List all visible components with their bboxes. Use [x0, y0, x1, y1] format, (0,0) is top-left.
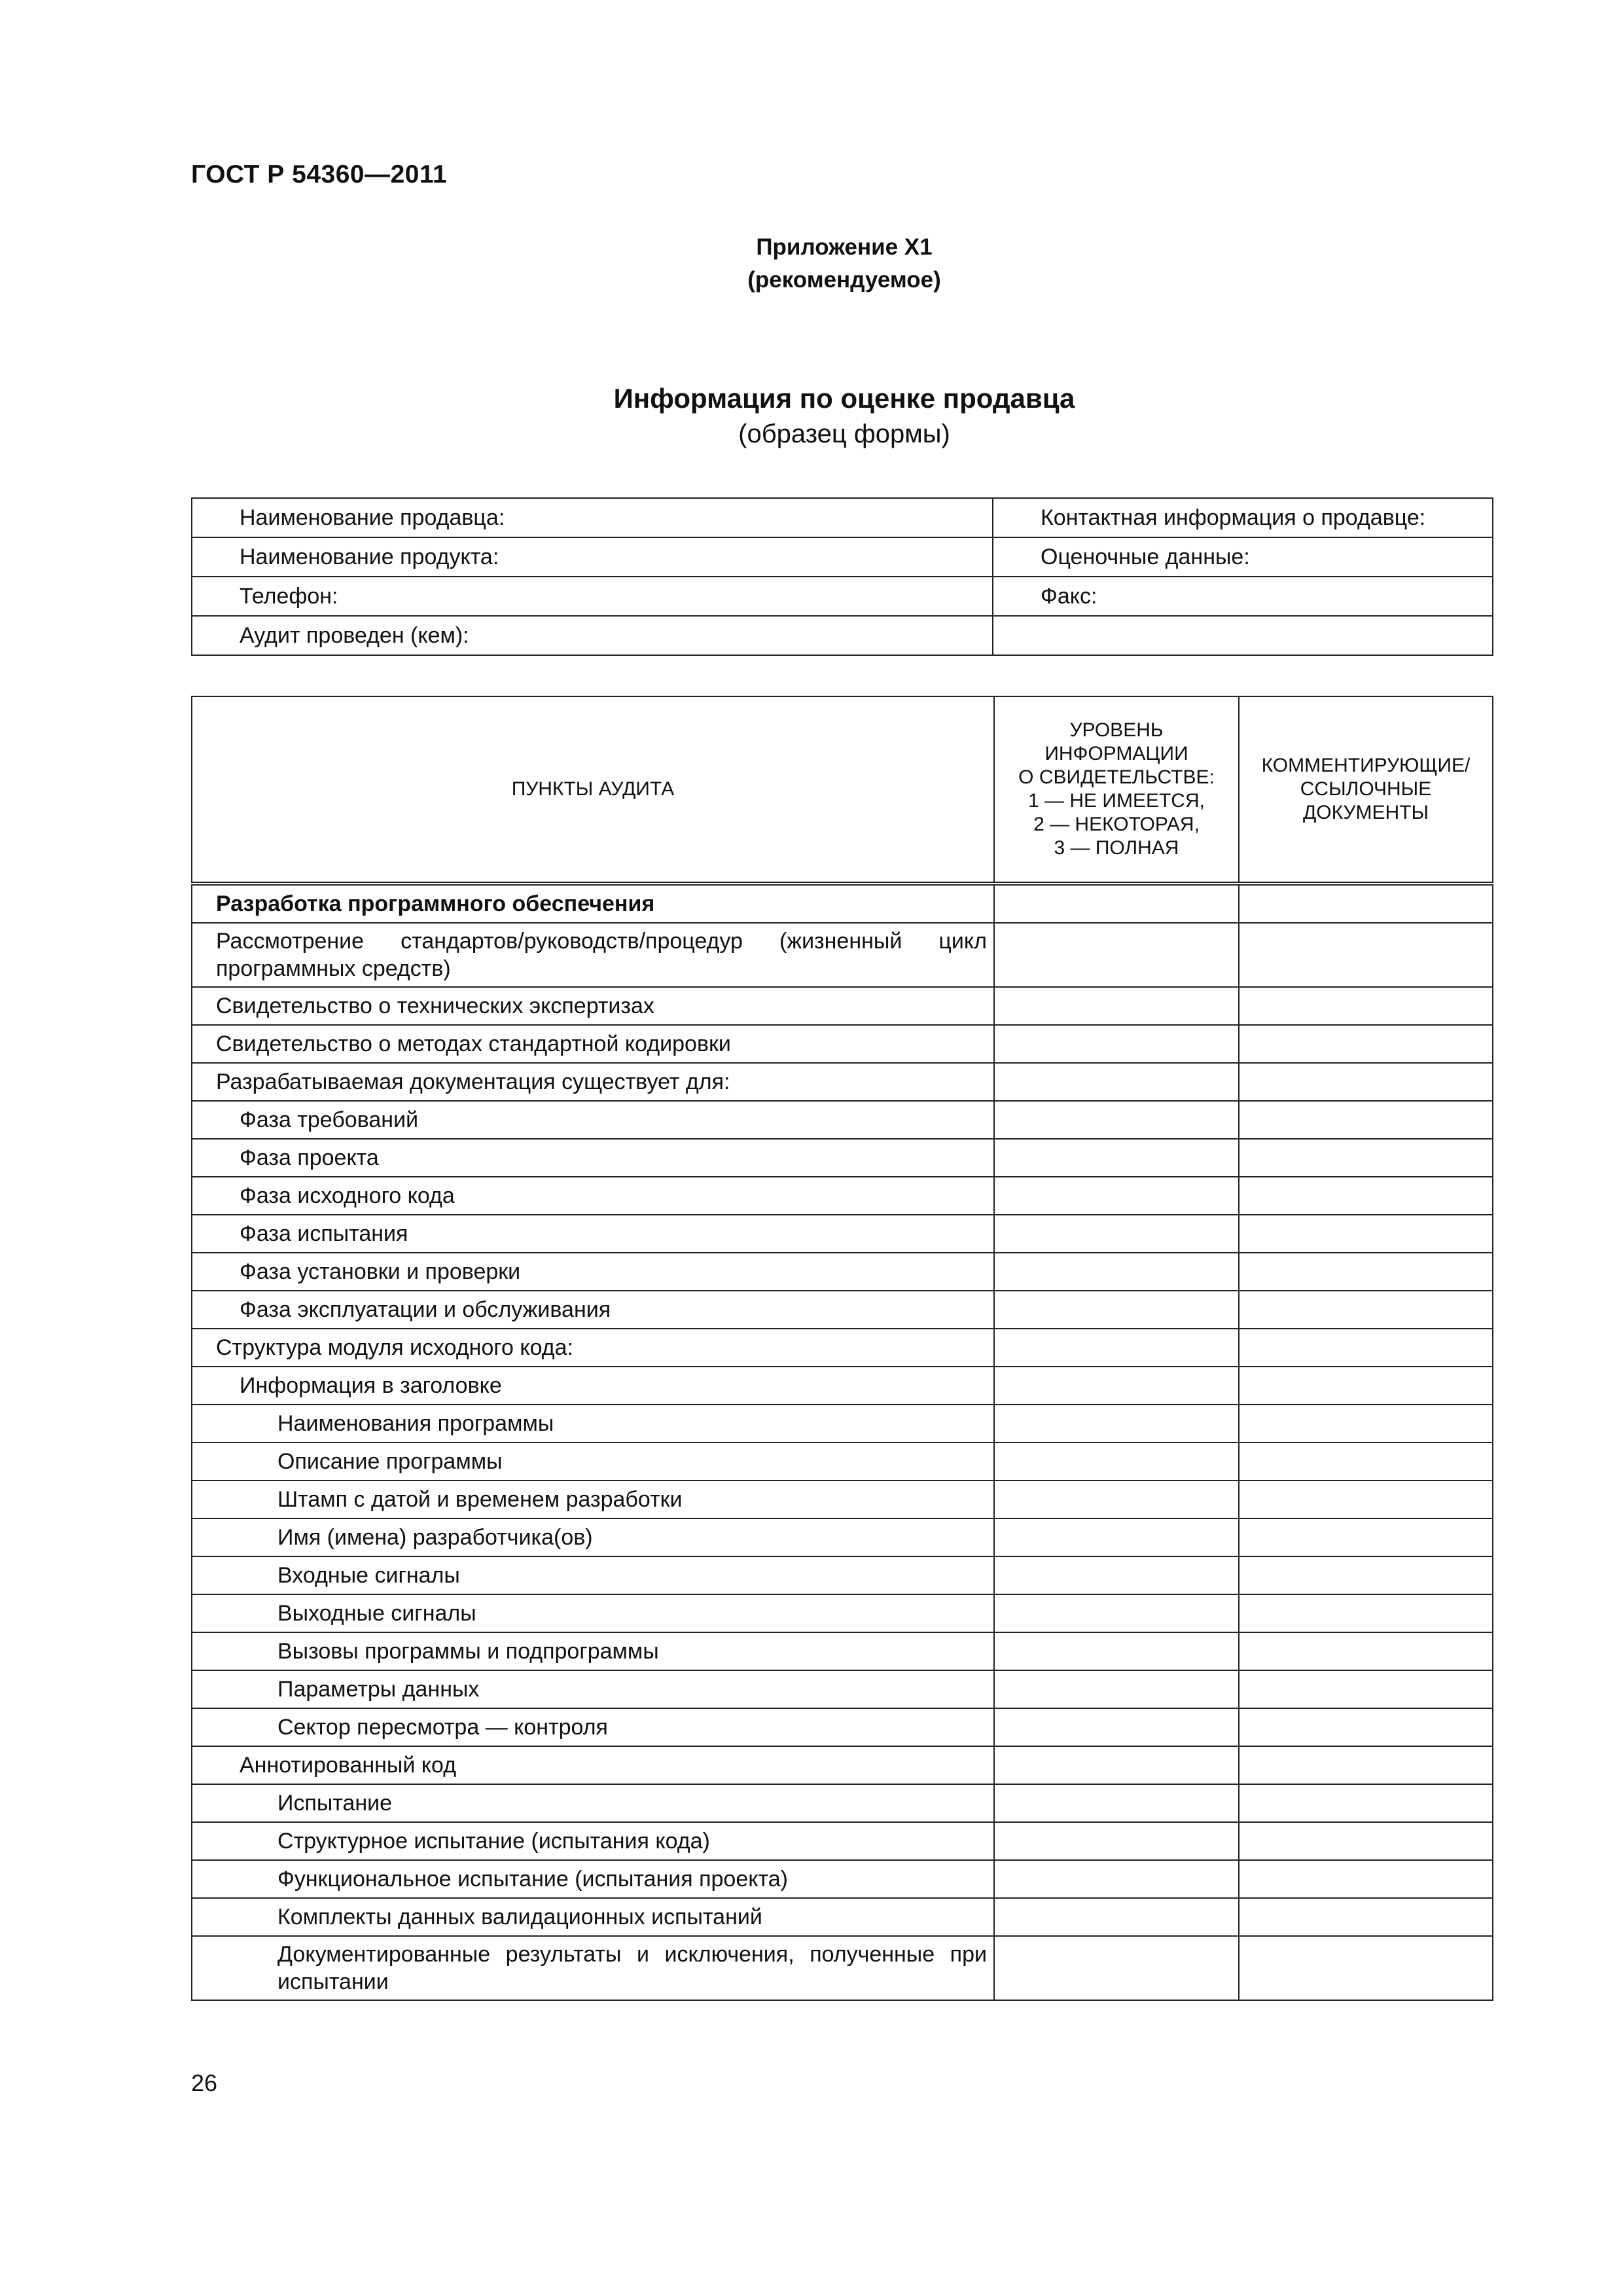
audit-item-cell: Фаза исходного кода: [192, 1177, 994, 1215]
form-subtitle: (образец формы): [738, 420, 950, 448]
comment-cell[interactable]: [1239, 1518, 1493, 1556]
audit-item-cell: Параметры данных: [192, 1670, 994, 1708]
table-row: [192, 1025, 1493, 1063]
audit-item-cell: Аннотированный код: [192, 1746, 994, 1784]
table-row: [192, 1556, 1493, 1594]
evidence-level-header: [994, 696, 1239, 884]
level-cell[interactable]: [994, 1177, 1239, 1215]
table-row: [192, 987, 1493, 1025]
comment-cell[interactable]: [1239, 1936, 1493, 2000]
table-row: [192, 1215, 1493, 1253]
level-cell[interactable]: [994, 923, 1239, 987]
table-row: [192, 1518, 1493, 1556]
appendix-label: Приложение X1: [756, 234, 933, 260]
info-empty-cell[interactable]: [993, 616, 1493, 655]
header-line: 2 — НЕКОТОРАЯ,: [1033, 814, 1200, 835]
table-row: [192, 1367, 1493, 1405]
table-row: [192, 1405, 1493, 1443]
comment-cell[interactable]: [1239, 1215, 1493, 1253]
level-cell[interactable]: [994, 1329, 1239, 1367]
level-cell[interactable]: [994, 1101, 1239, 1139]
comment-cell[interactable]: [1239, 1746, 1493, 1784]
product-name-field[interactable]: Наименование продукта:: [192, 537, 993, 577]
table-row: [192, 1898, 1493, 1936]
comment-cell[interactable]: [1239, 1025, 1493, 1063]
header-line: ССЫЛОЧНЫЕ: [1300, 778, 1432, 800]
table-row: [192, 1063, 1493, 1101]
comment-cell[interactable]: [1239, 884, 1493, 923]
table-row: [192, 1936, 1493, 2000]
comment-cell[interactable]: [1239, 1291, 1493, 1329]
level-cell[interactable]: [994, 1215, 1239, 1253]
audit-item-cell: Фаза требований: [192, 1101, 994, 1139]
comment-cell[interactable]: [1239, 1443, 1493, 1480]
level-cell[interactable]: [994, 1405, 1239, 1443]
audit-item-cell: Входные сигналы: [192, 1556, 994, 1594]
vendor-contact-field[interactable]: Контактная информация о продавце:: [993, 498, 1493, 537]
header-line: 3 — ПОЛНАЯ: [1054, 837, 1179, 859]
comment-cell[interactable]: [1239, 1405, 1493, 1443]
level-cell[interactable]: [994, 1291, 1239, 1329]
comment-cell[interactable]: [1239, 1177, 1493, 1215]
comment-cell[interactable]: [1239, 1101, 1493, 1139]
table-row: [192, 1860, 1493, 1898]
comment-cell[interactable]: [1239, 1898, 1493, 1936]
audit-item-cell: Фаза установки и проверки: [192, 1253, 994, 1291]
section-heading-cell: Разработка программного обеспечения: [192, 884, 994, 923]
level-cell[interactable]: [994, 884, 1239, 923]
table-row: [192, 884, 1493, 923]
level-cell[interactable]: [994, 1556, 1239, 1594]
audit-item-cell: Наименования программы: [192, 1405, 994, 1443]
audit-item-cell: Функциональное испытание (испытания проекта): [192, 1860, 994, 1898]
audit-item-cell: Фаза испытания: [192, 1215, 994, 1253]
audit-item-cell: Сектор пересмотра — контроля: [192, 1708, 994, 1746]
table-row: [192, 1594, 1493, 1632]
audit-item-cell: Документированные результаты и исключения, полученные при испытании: [192, 1936, 994, 2000]
level-cell[interactable]: [994, 987, 1239, 1025]
comment-cell[interactable]: [1239, 1822, 1493, 1860]
audit-item-cell: Вызовы программы и подпрограммы: [192, 1632, 994, 1670]
comment-cell[interactable]: [1239, 1253, 1493, 1291]
vendor-info-table: [191, 497, 1493, 656]
info-row: [192, 577, 1493, 616]
audit-item-cell: Структурное испытание (испытания кода): [192, 1822, 994, 1860]
level-cell[interactable]: [994, 1139, 1239, 1177]
audit-item-cell: Комплекты данных валидационных испытаний: [192, 1898, 994, 1936]
audit-item-cell: Имя (имена) разработчика(ов): [192, 1518, 994, 1556]
audit-item-cell: Описание программы: [192, 1443, 994, 1480]
header-line: О СВИДЕТЕЛЬСТВЕ:: [1018, 766, 1215, 788]
level-cell[interactable]: [994, 1746, 1239, 1784]
info-row: [192, 616, 1493, 655]
comment-cell[interactable]: [1239, 1632, 1493, 1670]
level-cell[interactable]: [994, 1670, 1239, 1708]
appendix-status: (рекомендуемое): [747, 267, 941, 293]
audit-item-cell: Свидетельство о методах стандартной кодировки: [192, 1025, 994, 1063]
audit-item-cell: Фаза эксплуатации и обслуживания: [192, 1291, 994, 1329]
level-cell[interactable]: [994, 1860, 1239, 1898]
audit-header-row: [192, 696, 1493, 884]
level-cell[interactable]: [994, 1784, 1239, 1822]
table-row: [192, 1784, 1493, 1822]
comment-cell[interactable]: [1239, 1594, 1493, 1632]
table-row: [192, 923, 1493, 987]
table-row: [192, 1443, 1493, 1480]
table-row: [192, 1101, 1493, 1139]
table-row: [192, 1822, 1493, 1860]
form-title: Информация по оценке продавца: [613, 383, 1075, 414]
comment-cell[interactable]: [1239, 1670, 1493, 1708]
header-line: ИНФОРМАЦИИ: [1044, 743, 1188, 764]
audit-item-cell: Свидетельство о технических экспертизах: [192, 987, 994, 1025]
info-row: [192, 537, 1493, 577]
comments-header: [1239, 696, 1493, 884]
comment-cell[interactable]: [1239, 1860, 1493, 1898]
level-cell[interactable]: [994, 1253, 1239, 1291]
audit-item-cell: Штамп с датой и временем разработки: [192, 1480, 994, 1518]
comment-cell[interactable]: [1239, 1480, 1493, 1518]
comment-cell[interactable]: [1239, 923, 1493, 987]
table-row: [192, 1177, 1493, 1215]
table-row: [192, 1329, 1493, 1367]
table-row: [192, 1253, 1493, 1291]
table-row: [192, 1291, 1493, 1329]
page-number: 26: [191, 2070, 218, 2096]
table-row: [192, 1708, 1493, 1746]
table-row: [192, 1139, 1493, 1177]
audit-item-cell: Фаза проекта: [192, 1139, 994, 1177]
header-line: УРОВЕНЬ: [1069, 719, 1164, 741]
comment-cell[interactable]: [1239, 1708, 1493, 1746]
audit-item-cell: Информация в заголовке: [192, 1367, 994, 1405]
table-row: [192, 1632, 1493, 1670]
appendix-heading: [0, 231, 1623, 296]
audit-item-cell: Разрабатываемая документация существует для:: [192, 1063, 994, 1101]
comment-cell[interactable]: [1239, 1556, 1493, 1594]
level-cell[interactable]: [994, 1063, 1239, 1101]
level-cell[interactable]: [994, 1594, 1239, 1632]
comment-cell[interactable]: [1239, 987, 1493, 1025]
level-cell[interactable]: [994, 1898, 1239, 1936]
table-row: [192, 1480, 1493, 1518]
audit-items-header: ПУНКТЫ АУДИТА: [192, 696, 994, 884]
level-cell[interactable]: [994, 1367, 1239, 1405]
comment-cell[interactable]: [1239, 1329, 1493, 1367]
fax-field[interactable]: Факс:: [993, 577, 1493, 616]
level-cell[interactable]: [994, 1632, 1239, 1670]
level-cell[interactable]: [994, 1936, 1239, 2000]
comment-cell[interactable]: [1239, 1139, 1493, 1177]
header-line: КОММЕНТИРУЮЩИЕ/: [1261, 755, 1471, 776]
audit-item-cell: Испытание: [192, 1784, 994, 1822]
comment-cell[interactable]: [1239, 1367, 1493, 1405]
audit-item-cell: Выходные сигналы: [192, 1594, 994, 1632]
header-line: 1 — НЕ ИМЕЕТСЯ,: [1028, 790, 1205, 812]
audit-item-cell: Структура модуля исходного кода:: [192, 1329, 994, 1367]
table-row: [192, 1670, 1493, 1708]
audit-table: [191, 696, 1493, 2001]
audited-by-field[interactable]: Аудит проведен (кем):: [192, 616, 993, 655]
phone-field[interactable]: Телефон:: [192, 577, 993, 616]
level-cell[interactable]: [994, 1708, 1239, 1746]
comment-cell[interactable]: [1239, 1063, 1493, 1101]
level-cell[interactable]: [994, 1443, 1239, 1480]
vendor-name-field[interactable]: Наименование продавца:: [192, 498, 993, 537]
info-row: [192, 498, 1493, 537]
table-row: [192, 1746, 1493, 1784]
level-cell[interactable]: [994, 1822, 1239, 1860]
level-cell[interactable]: [994, 1025, 1239, 1063]
evaluation-data-field[interactable]: Оценочные данные:: [993, 537, 1493, 577]
header-line: ДОКУМЕНТЫ: [1302, 802, 1429, 823]
comment-cell[interactable]: [1239, 1784, 1493, 1822]
level-cell[interactable]: [994, 1480, 1239, 1518]
audit-item-cell: Рассмотрение стандартов/руководств/процедур (жизненный цикл программных средств): [192, 923, 994, 987]
level-cell[interactable]: [994, 1518, 1239, 1556]
standard-code: ГОСТ Р 54360—2011: [191, 160, 448, 188]
